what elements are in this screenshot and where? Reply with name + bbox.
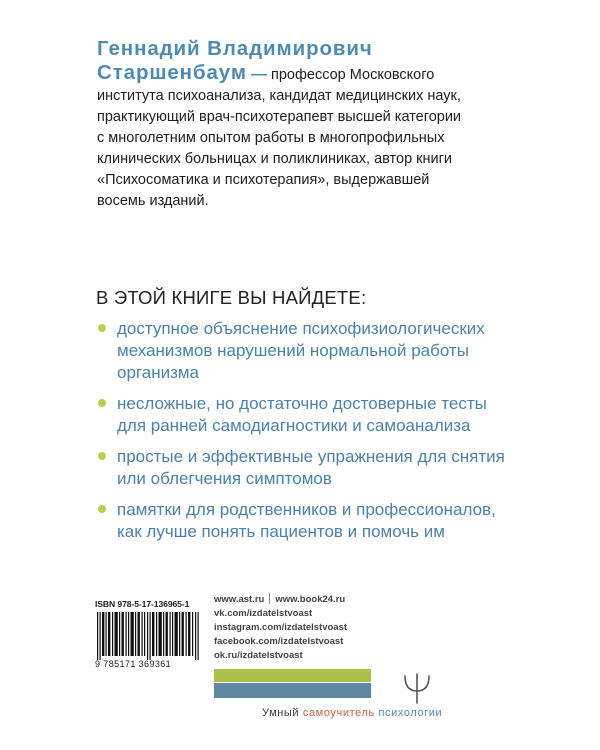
isbn: ISBN 978-5-17-136965-1 [95, 599, 190, 609]
bullet-dot-icon [98, 399, 106, 407]
bio-text-line: профессор Московского [270, 67, 435, 83]
bio-text-line: восемь изданий. [97, 193, 209, 209]
author-name-line2: Старшенбаум [97, 61, 247, 84]
barcode-block [95, 599, 207, 669]
publisher-links [214, 593, 347, 663]
list-item-line: доступное объяснение психофизиологических [117, 319, 485, 338]
list-item-line: механизмов нарушений нормальной работы [117, 341, 469, 360]
green-color-bar [214, 669, 371, 682]
bio-text-line: «Психосоматика и психотерапия», выдержавшей [97, 172, 430, 188]
series-title [262, 707, 442, 719]
author-bio [97, 36, 527, 212]
link-facebook[interactable]: facebook.com/izdatelstvoast [214, 636, 344, 647]
bio-text-line: клинических больницах и поликлиниках, автор книги [97, 151, 453, 167]
bullet-dot-icon [98, 505, 106, 513]
bio-text-line: с многолетним опытом работы в многопрофильных [97, 130, 445, 146]
series-word-2: самоучитель [302, 707, 375, 719]
bio-text-line: института психоанализа, кандидат медицинских наук, [97, 88, 461, 104]
author-bio-first-line [97, 62, 527, 86]
list-item-line: или облегчения симптомов [117, 469, 332, 488]
barcode-number: 9 785171 369361 [95, 659, 172, 669]
list-item-line: для ранней самодиагностики и самоанализа [117, 416, 471, 435]
link-vk[interactable]: vk.com/izdatelstvoast [214, 608, 313, 619]
bullet-dot-icon [98, 452, 106, 460]
link-ast[interactable]: www.ast.ru [214, 594, 265, 605]
list-item-line: как лучше понять пациентов и помочь им [117, 522, 445, 541]
series-word-1: Умный [262, 707, 300, 719]
author-name-line1: Геннадий Владимирович [97, 37, 373, 60]
author-dash: — [250, 66, 267, 83]
list-item [96, 393, 536, 437]
series-word-3: психологии [378, 707, 443, 719]
list-item [96, 318, 536, 384]
bullet-dot-icon [98, 324, 106, 332]
barcode-icon [95, 612, 205, 660]
feature-list [96, 318, 536, 552]
link-instagram[interactable]: instagram.com/izdatelstvoast [214, 622, 348, 633]
list-item-line: простые и эффективные упражнения для снятия [117, 447, 505, 466]
list-item-line: организма [117, 363, 200, 382]
blue-color-bar [214, 683, 371, 698]
link-ok[interactable]: ok.ru/izdatelstvoast [214, 650, 303, 661]
link-book24[interactable]: www.book24.ru [275, 594, 346, 605]
list-item-line: несложные, но достаточно достоверные тесты [117, 394, 487, 413]
bio-text-line: практикующий врач-психотерапевт высшей категории [97, 109, 462, 125]
list-item [96, 446, 536, 490]
list-item [96, 499, 536, 543]
list-item-line: памятки для родственников и профессионалов, [117, 500, 496, 519]
psi-logo-icon [402, 672, 432, 704]
link-separator [269, 593, 270, 604]
links-row-websites [214, 593, 347, 607]
section-heading: В ЭТОЙ КНИГЕ ВЫ НАЙДЕТЕ: [96, 287, 367, 308]
